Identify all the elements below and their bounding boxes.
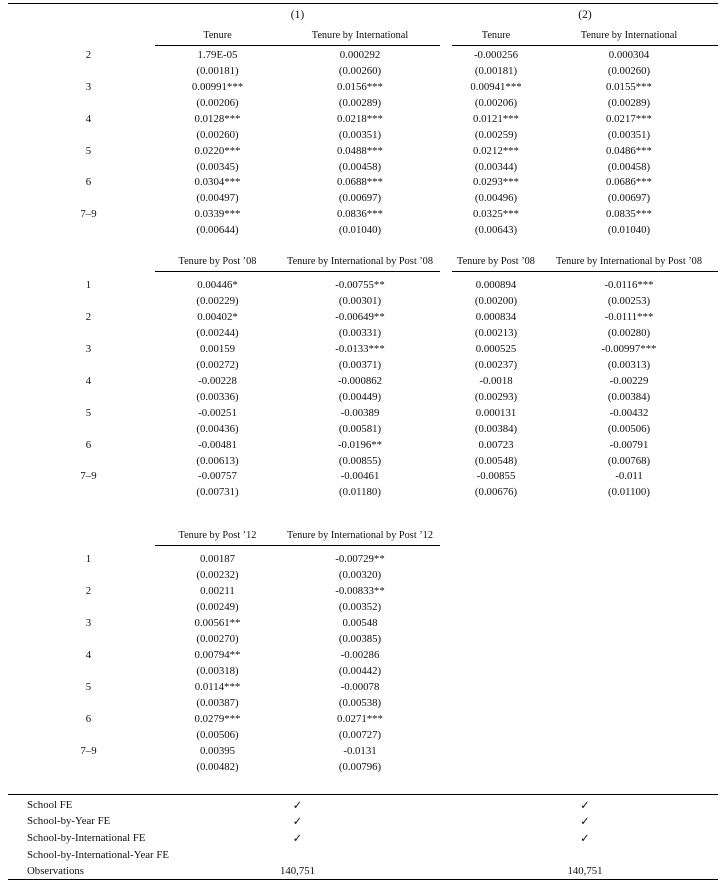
se-cell: (0.00697) — [338, 192, 382, 205]
se-cell: (0.00318) — [196, 664, 239, 677]
group2-header-span — [452, 251, 718, 272]
se-cell: (0.00270) — [196, 633, 239, 646]
coef-cell: 0.0686*** — [606, 176, 652, 189]
coef-cell: 0.0121*** — [473, 112, 519, 125]
se-cell: (0.00768) — [607, 454, 651, 467]
coef-cell: 0.0486*** — [606, 144, 652, 157]
se-cell: (0.00581) — [338, 422, 382, 435]
coef-cell: -0.00286 — [340, 648, 380, 661]
coef-row — [8, 277, 718, 293]
se-cell: (0.00548) — [474, 454, 518, 467]
se-cell: (0.00244) — [196, 327, 239, 340]
se-cell: (0.00213) — [474, 327, 518, 340]
tenure-row-label: 2 — [85, 48, 92, 61]
se-cell: (0.00289) — [338, 96, 382, 109]
coef-cell: -0.0131 — [343, 744, 377, 757]
tenure-row-label: 2 — [85, 311, 92, 324]
se-cell: (0.00727) — [338, 728, 382, 741]
se-cell: (0.00449) — [338, 390, 382, 403]
coef-cell: 0.0155*** — [606, 80, 652, 93]
se-cell: (0.00331) — [338, 327, 382, 340]
coef-row — [8, 206, 718, 222]
se-row — [8, 567, 718, 583]
coef-cell: -0.00757 — [198, 470, 237, 483]
fe-check-2: ✓ — [580, 816, 590, 829]
coefficient-panels — [8, 25, 718, 775]
se-row — [8, 727, 718, 743]
se-cell: (0.00482) — [196, 760, 239, 773]
coef-row — [8, 143, 718, 159]
coef-cell: -0.00997*** — [601, 342, 657, 355]
coef-row — [8, 437, 718, 453]
coef-cell: 0.0279*** — [194, 712, 241, 725]
tenure-row-label: 7–9 — [80, 470, 97, 483]
column-header: Tenure by International — [311, 30, 409, 41]
se-cell: (0.00697) — [607, 192, 651, 205]
coef-cell: 0.000131 — [475, 406, 517, 419]
se-cell: (0.00351) — [338, 128, 382, 141]
coef-cell: -0.0111*** — [604, 311, 654, 324]
tenure-row-label: 6 — [85, 712, 92, 725]
coef-row — [8, 615, 718, 631]
coef-cell: 0.00794** — [194, 648, 241, 661]
column-header: Tenure — [481, 30, 511, 41]
se-cell: (0.00336) — [196, 390, 239, 403]
fe-check-2: ✓ — [580, 832, 590, 845]
tenure-row-label: 6 — [85, 176, 92, 189]
coef-cell: -0.0133*** — [335, 342, 385, 355]
se-cell: (0.00796) — [338, 760, 382, 773]
se-cell: (0.00855) — [338, 454, 382, 467]
se-cell: (0.00237) — [474, 358, 518, 371]
coef-cell: -0.000862 — [337, 374, 383, 387]
se-row — [8, 293, 718, 309]
se-cell: (0.01100) — [608, 486, 650, 499]
column-header: Tenure by International by Post ’08 — [287, 256, 433, 268]
se-cell: (0.00260) — [196, 128, 239, 141]
panel-1-column-headers — [8, 25, 718, 44]
se-row — [8, 484, 718, 500]
se-cell: (0.00371) — [338, 358, 382, 371]
column-header: Tenure by Post ’12 — [178, 530, 257, 542]
se-cell: (0.00272) — [196, 358, 239, 371]
coef-cell: -0.00461 — [340, 470, 380, 483]
se-row — [8, 453, 718, 469]
footer-row-label: Observations — [27, 865, 84, 878]
coef-cell: 0.0128*** — [194, 112, 241, 125]
coef-row — [8, 405, 718, 421]
coef-cell: -0.00791 — [609, 438, 649, 451]
coef-cell: 0.0304*** — [194, 176, 241, 189]
coef-cell: 0.00159 — [199, 342, 236, 355]
tenure-row-label: 2 — [85, 585, 92, 598]
coef-row — [8, 79, 718, 95]
se-row — [8, 63, 718, 79]
se-cell: (0.00289) — [607, 96, 651, 109]
coef-cell: 0.0217*** — [606, 112, 652, 125]
se-row — [8, 759, 718, 775]
se-cell: (0.00506) — [607, 422, 651, 435]
se-cell: (0.00293) — [474, 390, 518, 403]
tenure-row-label: 4 — [85, 374, 92, 387]
coef-cell: 0.00723 — [478, 438, 514, 451]
coef-row — [8, 373, 718, 389]
se-row — [8, 222, 718, 238]
fe-check-1: ✓ — [292, 799, 303, 812]
se-cell: (0.00320) — [338, 569, 382, 582]
observations-value-2: 140,751 — [567, 865, 603, 878]
coef-cell: 0.000304 — [608, 48, 650, 61]
coef-cell: -0.00649** — [335, 311, 385, 324]
se-cell: (0.00458) — [338, 160, 382, 173]
se-cell: (0.00206) — [196, 96, 239, 109]
se-cell: (0.00181) — [474, 64, 518, 77]
fe-check-1: ✓ — [292, 832, 303, 845]
model-group-label-1: (1) — [290, 8, 305, 21]
coef-cell: 0.0293*** — [473, 176, 519, 189]
footer-row — [8, 863, 718, 880]
coef-row — [8, 47, 718, 63]
coef-cell: 0.0212*** — [473, 144, 519, 157]
tenure-row-label: 3 — [85, 342, 92, 355]
se-cell: (0.00351) — [607, 128, 651, 141]
coef-cell: 0.00187 — [199, 553, 236, 566]
coef-cell: 0.0156*** — [337, 80, 383, 93]
se-cell: (0.00200) — [474, 295, 518, 308]
coef-cell: 0.00941*** — [470, 80, 522, 93]
coef-cell: 0.00402* — [197, 311, 238, 324]
coef-cell: 0.00211 — [200, 585, 235, 598]
coef-row — [8, 111, 718, 127]
se-row — [8, 325, 718, 341]
se-cell: (0.00731) — [196, 486, 239, 499]
tenure-row-label: 1 — [85, 553, 92, 566]
column-header: Tenure by Post ’08 — [457, 256, 535, 268]
se-cell: (0.00280) — [607, 327, 651, 340]
coef-cell: -0.0196** — [337, 438, 383, 451]
tenure-row-label: 1 — [85, 279, 92, 292]
coef-cell: -0.00729** — [335, 553, 385, 566]
coef-row — [8, 341, 718, 357]
coef-cell: 0.00561** — [194, 617, 241, 630]
se-cell: (0.00260) — [607, 64, 651, 77]
coef-row — [8, 551, 718, 567]
coef-cell: -0.00389 — [340, 406, 380, 419]
coef-cell: -0.0018 — [479, 374, 513, 387]
se-row — [8, 631, 718, 647]
se-cell: (0.00301) — [338, 295, 382, 308]
column-header: Tenure by International — [580, 30, 678, 41]
se-cell: (0.00232) — [196, 569, 239, 582]
coef-cell: -0.00228 — [198, 374, 237, 387]
footer-row-label: School FE — [27, 798, 73, 811]
coef-cell: 0.0271*** — [337, 712, 383, 725]
tenure-row-label: 6 — [85, 438, 92, 451]
tenure-row-label: 5 — [85, 680, 92, 693]
se-cell: (0.00613) — [196, 454, 239, 467]
se-cell: (0.00442) — [338, 664, 382, 677]
column-header: Tenure by Post ’08 — [178, 256, 257, 268]
coef-cell: 0.0114*** — [194, 680, 241, 693]
observations-value-1: 140,751 — [279, 865, 316, 878]
coef-cell: -0.00755** — [335, 279, 385, 292]
tenure-row-label: 5 — [85, 406, 92, 419]
se-row — [8, 389, 718, 405]
se-cell: (0.00496) — [474, 192, 518, 205]
coef-row — [8, 743, 718, 759]
footer-row-label: School-by-International-Year FE — [27, 848, 169, 861]
coef-cell: 0.00991*** — [191, 80, 244, 93]
coef-row — [8, 583, 718, 599]
panel-2-body — [8, 271, 718, 500]
column-header: Tenure — [203, 30, 232, 41]
coef-cell: 0.0688*** — [337, 176, 383, 189]
coef-row — [8, 175, 718, 191]
coef-cell: -0.00078 — [340, 680, 380, 693]
coef-cell: 0.0339*** — [194, 208, 241, 221]
coef-cell: -0.00481 — [198, 438, 237, 451]
se-cell: (0.00344) — [474, 160, 518, 173]
table-bottom-rule — [8, 879, 718, 880]
se-cell: (0.00206) — [474, 96, 518, 109]
panel-1-body — [8, 44, 718, 238]
fixed-effects-footer — [8, 795, 718, 880]
coef-cell: -0.00855 — [476, 470, 516, 483]
footer-row — [8, 830, 718, 847]
coef-cell: 0.0835*** — [606, 208, 652, 221]
se-row — [8, 95, 718, 111]
coef-cell: 1.79E-05 — [197, 48, 238, 61]
coef-row — [8, 679, 718, 695]
se-row — [8, 663, 718, 679]
footer-row — [8, 846, 718, 863]
group1-header-span — [155, 251, 440, 272]
column-header: Tenure by International by Post ’12 — [287, 530, 433, 542]
se-cell: (0.00458) — [607, 160, 651, 173]
se-cell: (0.00384) — [474, 422, 518, 435]
se-cell: (0.00385) — [338, 633, 382, 646]
se-cell: (0.01180) — [339, 486, 381, 499]
footer-row-label: School-by-International FE — [27, 831, 146, 844]
se-row — [8, 159, 718, 175]
coef-cell: -0.0116*** — [604, 279, 654, 292]
se-row — [8, 695, 718, 711]
coef-cell: 0.0220*** — [194, 144, 241, 157]
column-header: Tenure by International by Post ’08 — [556, 256, 702, 268]
tenure-row-label: 4 — [85, 648, 92, 661]
se-cell: (0.00313) — [607, 358, 651, 371]
se-cell: (0.00497) — [196, 192, 239, 205]
coef-cell: -0.00432 — [609, 406, 649, 419]
se-row — [8, 357, 718, 373]
coef-cell: 0.0325*** — [473, 208, 519, 221]
tenure-row-label: 7–9 — [80, 744, 97, 757]
panel-3-body — [8, 545, 718, 774]
se-cell: (0.00229) — [196, 295, 239, 308]
se-cell: (0.00643) — [474, 224, 518, 237]
coef-cell: 0.0836*** — [337, 208, 383, 221]
footer-row — [8, 813, 718, 830]
fe-check-1: ✓ — [292, 816, 303, 829]
se-cell: (0.00387) — [196, 696, 239, 709]
se-row — [8, 599, 718, 615]
se-cell: (0.00260) — [338, 64, 382, 77]
coef-row — [8, 711, 718, 727]
footer-row-label: School-by-Year FE — [27, 815, 111, 828]
group2-header-span — [452, 25, 718, 46]
se-cell: (0.00436) — [196, 422, 239, 435]
coef-cell: 0.0218*** — [337, 112, 383, 125]
se-cell: (0.00253) — [607, 295, 651, 308]
se-cell: (0.01040) — [607, 224, 651, 237]
coef-row — [8, 469, 718, 485]
coef-row — [8, 647, 718, 663]
model-group-header-row — [8, 4, 718, 25]
coef-cell: -0.00251 — [198, 406, 237, 419]
model-group-label-2: (2) — [578, 8, 592, 21]
se-cell: (0.00506) — [196, 728, 239, 741]
fe-check-2: ✓ — [580, 799, 590, 812]
panel-3-column-headers — [8, 525, 718, 545]
coef-cell: -0.00833** — [335, 585, 385, 598]
se-cell: (0.00345) — [196, 160, 239, 173]
se-cell: (0.00249) — [196, 601, 239, 614]
se-cell: (0.01040) — [338, 224, 382, 237]
coef-cell: 0.00395 — [199, 744, 236, 757]
tenure-row-label: 7–9 — [80, 208, 97, 221]
tenure-row-label: 4 — [85, 112, 92, 125]
se-cell: (0.00352) — [338, 601, 382, 614]
coef-cell: 0.0488*** — [337, 144, 383, 157]
coef-cell: -0.000256 — [473, 48, 519, 61]
se-cell: (0.00644) — [196, 224, 239, 237]
group1-header-span — [155, 25, 440, 46]
coef-cell: 0.00446* — [197, 279, 238, 292]
coef-cell: -0.00229 — [609, 374, 649, 387]
coef-cell: 0.000894 — [475, 279, 517, 292]
coef-cell: 0.00548 — [342, 617, 378, 630]
se-cell: (0.00676) — [474, 486, 518, 499]
tenure-row-label: 3 — [85, 80, 92, 93]
tenure-row-label: 5 — [85, 144, 92, 157]
coef-cell: 0.000834 — [475, 311, 517, 324]
panel-3 — [8, 525, 718, 774]
coef-cell: 0.000292 — [339, 48, 381, 61]
coef-row — [8, 309, 718, 325]
se-cell: (0.00538) — [338, 696, 382, 709]
se-cell: (0.00259) — [474, 128, 518, 141]
panel-1 — [8, 25, 718, 238]
group1-header-span — [155, 525, 440, 546]
footer-row — [8, 797, 718, 814]
se-cell: (0.00181) — [196, 64, 239, 77]
coef-cell: -0.011 — [615, 470, 643, 483]
se-row — [8, 190, 718, 206]
tenure-row-label: 3 — [85, 617, 92, 630]
se-cell: (0.00384) — [607, 390, 651, 403]
coef-cell: 0.000525 — [475, 342, 517, 355]
se-row — [8, 421, 718, 437]
panel-2-column-headers — [8, 251, 718, 271]
panel-2 — [8, 251, 718, 500]
se-row — [8, 127, 718, 143]
